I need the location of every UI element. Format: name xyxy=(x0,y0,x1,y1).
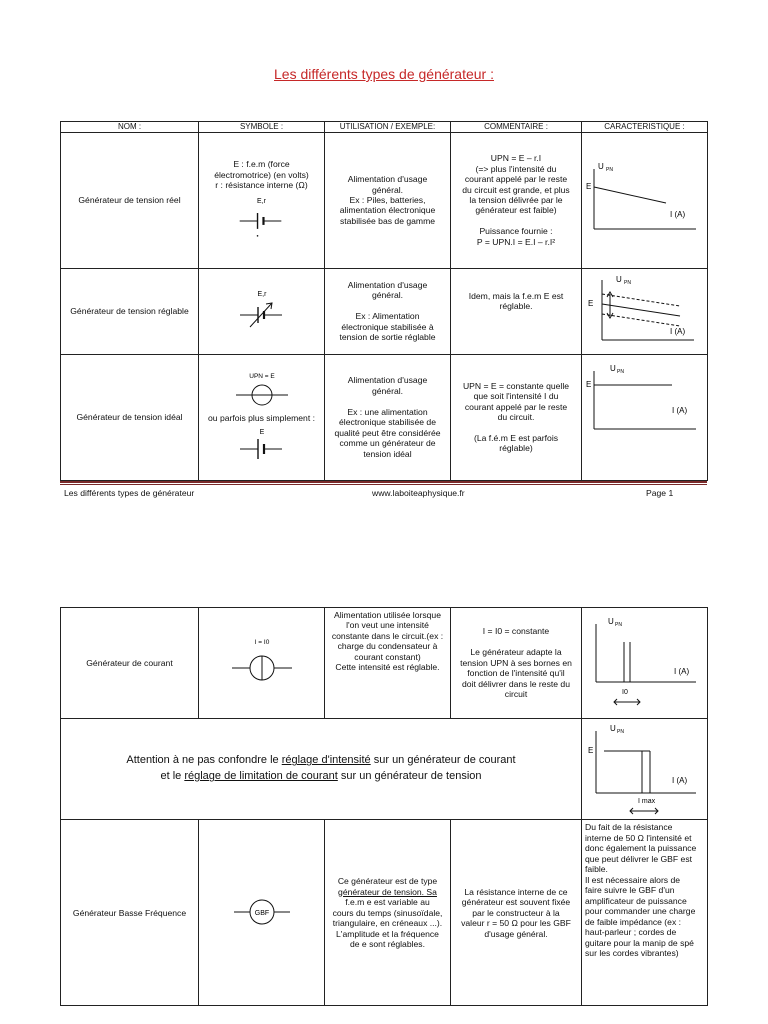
utilisation-cell: Alimentation utilisée lorsque l'on veut une intensité constante dans le circuit.(ex : charge du condensateur à courant constant) Cette intensité est réglable. xyxy=(325,608,451,719)
table-row-attention xyxy=(61,719,708,820)
svg-text:U: U xyxy=(609,363,616,373)
characteristic-graph-limitation xyxy=(586,721,704,815)
characteristic-graph-courant xyxy=(586,612,704,712)
utilisation-cell: Alimentation d'usage général. Ex : Alimentation électronique stabilisée à tension de sortie réglable xyxy=(325,268,451,354)
symbole-cell xyxy=(199,608,325,719)
svg-text:I = I0: I = I0 xyxy=(254,638,270,646)
commentaire-cell: La résistance interne de ce générateur est souvent fixée par le constructeur à la valeur r = 50 Ω pour les GBF d'usage général. xyxy=(451,820,582,1006)
characteristic-graph-ideal xyxy=(586,357,704,437)
symbole-cell xyxy=(199,132,325,268)
svg-text:U: U xyxy=(609,724,616,733)
svg-text:I (A): I (A) xyxy=(669,327,685,336)
svg-text:PN: PN xyxy=(616,729,624,735)
attention-note: Attention à ne pas confondre le réglage d'intensité sur un générateur de courant et le réglage de limitation de courant sur un générateur de tension xyxy=(61,719,582,820)
table-row-gbf xyxy=(61,820,708,1006)
symbole-cell xyxy=(199,268,325,354)
svg-text:UPN = E: UPN = E xyxy=(249,372,275,380)
nom-cell: Générateur de tension réel xyxy=(61,132,199,268)
svg-text:E: E xyxy=(585,182,591,191)
generator-table-1 xyxy=(60,121,708,481)
adjustable-battery-icon xyxy=(202,285,322,335)
header-caracteristique: CARACTERISTIQUE : xyxy=(582,122,708,133)
nom-cell: Générateur de tension idéal xyxy=(61,354,199,480)
svg-text:U: U xyxy=(615,275,622,284)
svg-text:PN: PN xyxy=(623,280,631,286)
svg-text:U: U xyxy=(597,162,604,171)
characteristic-graph-reel xyxy=(586,159,704,239)
caracteristique-cell: Du fait de la résistance interne de 50 Ω l'intensité et donc également la puissance que peut délivrer le GBF est faible. Il est nécessaire alors de faire suivre le GBF d'un amplificateur de puissance pour commander une charge de faible impédance (ex : haut-parleur ; cordes de guitare pour la manip de spé sur les cordes vibrantes) xyxy=(582,820,708,1006)
footer-divider xyxy=(60,481,707,483)
page-title: Les différents types de générateur : xyxy=(274,66,494,82)
svg-text:I (A): I (A) xyxy=(669,210,685,219)
current-source-icon xyxy=(202,632,322,692)
symbol-label: E,r xyxy=(257,197,266,205)
svg-text:I (A): I (A) xyxy=(671,776,687,785)
svg-text:PN: PN xyxy=(605,167,613,173)
commentaire-cell: UPN = E – r.I (=> plus l'intensité du courant appelé par le reste du circuit est grande, et plus la tension délivrée par le générateur est faible) Puissance fournie : P = UPN.I = E.I – r.I² xyxy=(451,132,582,268)
commentaire-cell: I = I0 = constante Le générateur adapte la tension UPN à ses bornes en fonction de l'intensité qu'il doit délivrer dans le reste du circuit xyxy=(451,608,582,719)
caracteristique-cell xyxy=(582,132,708,268)
utilisation-cell: Alimentation d'usage général. Ex : Piles, batteries, alimentation électronique stabilisée bas de gamme xyxy=(325,132,451,268)
svg-text:I max: I max xyxy=(637,798,655,805)
battery-simple-icon xyxy=(202,425,322,463)
symbole-cell xyxy=(199,820,325,1006)
svg-text:E: E xyxy=(585,379,591,389)
table-row-tension-reglable xyxy=(61,268,708,354)
svg-text:PN: PN xyxy=(616,368,624,375)
gbf-symbol-icon xyxy=(202,892,322,932)
caracteristique-cell xyxy=(582,268,708,354)
caracteristique-cell xyxy=(582,608,708,719)
utilisation-cell: Ce générateur est de type générateur de tension. Sa f.e.m e est variable au cours du temps (sinusoïdale, triangulaire, en créneaux ...). L'amplitude et la fréquence de e sont réglables. xyxy=(325,820,451,1006)
svg-text:GBF: GBF xyxy=(254,909,270,917)
table-row-courant xyxy=(61,608,708,719)
footer-url: www.laboiteaphysique.fr xyxy=(372,488,465,498)
svg-text:E: E xyxy=(587,746,593,755)
nom-cell: Générateur de courant xyxy=(61,608,199,719)
header-symbole: SYMBOLE : xyxy=(199,122,325,133)
svg-text:E: E xyxy=(587,299,593,308)
nom-cell: Générateur de tension réglable xyxy=(61,268,199,354)
caracteristique-cell xyxy=(582,354,708,480)
ideal-source-icon xyxy=(202,369,322,409)
symbole-cell xyxy=(199,354,325,480)
symbole-text: E : f.e.m (force électromotrice) (en volts) r : résistance interne (Ω) xyxy=(214,159,309,191)
caracteristique-cell xyxy=(582,719,708,820)
svg-text:I (A): I (A) xyxy=(671,405,687,415)
commentaire-cell: Idem, mais la f.e.m E est réglable. xyxy=(451,268,582,354)
footer-divider-thin xyxy=(60,484,707,485)
footer-page: Page 1 xyxy=(646,488,674,498)
svg-text:I0: I0 xyxy=(621,688,628,696)
svg-text:E: E xyxy=(259,429,265,437)
header-utilisation: UTILISATION / EXEMPLE: xyxy=(325,122,451,133)
nom-cell: Générateur Basse Fréquence xyxy=(61,820,199,1006)
utilisation-cell: Alimentation d'usage général. Ex : une alimentation électronique stabilisée de qualité peut être considérée comme un générateur de tension idéal xyxy=(325,354,451,480)
symbole-alt-text: ou parfois plus simplement : xyxy=(208,413,315,423)
footer-left: Les différents types de générateur xyxy=(64,488,195,498)
svg-text:I (A): I (A) xyxy=(673,666,689,676)
commentaire-cell: UPN = E = constante quelle que soit l'intensité I du courant appelé par le reste du circuit. (La f.é.m E est parfois réglable) xyxy=(451,354,582,480)
header-commentaire: COMMENTAIRE : xyxy=(451,122,582,133)
characteristic-graph-reglable xyxy=(586,272,704,348)
svg-text:U: U xyxy=(607,616,614,626)
table-header-row xyxy=(61,122,708,133)
generator-table-2 xyxy=(60,607,708,1006)
header-nom: NOM : xyxy=(61,122,199,133)
table-row-tension-ideal xyxy=(61,354,708,480)
svg-text:E,r: E,r xyxy=(257,291,267,298)
svg-text:PN: PN xyxy=(614,621,622,628)
battery-symbol-icon xyxy=(202,191,321,239)
table-row-tension-reel xyxy=(61,132,708,268)
